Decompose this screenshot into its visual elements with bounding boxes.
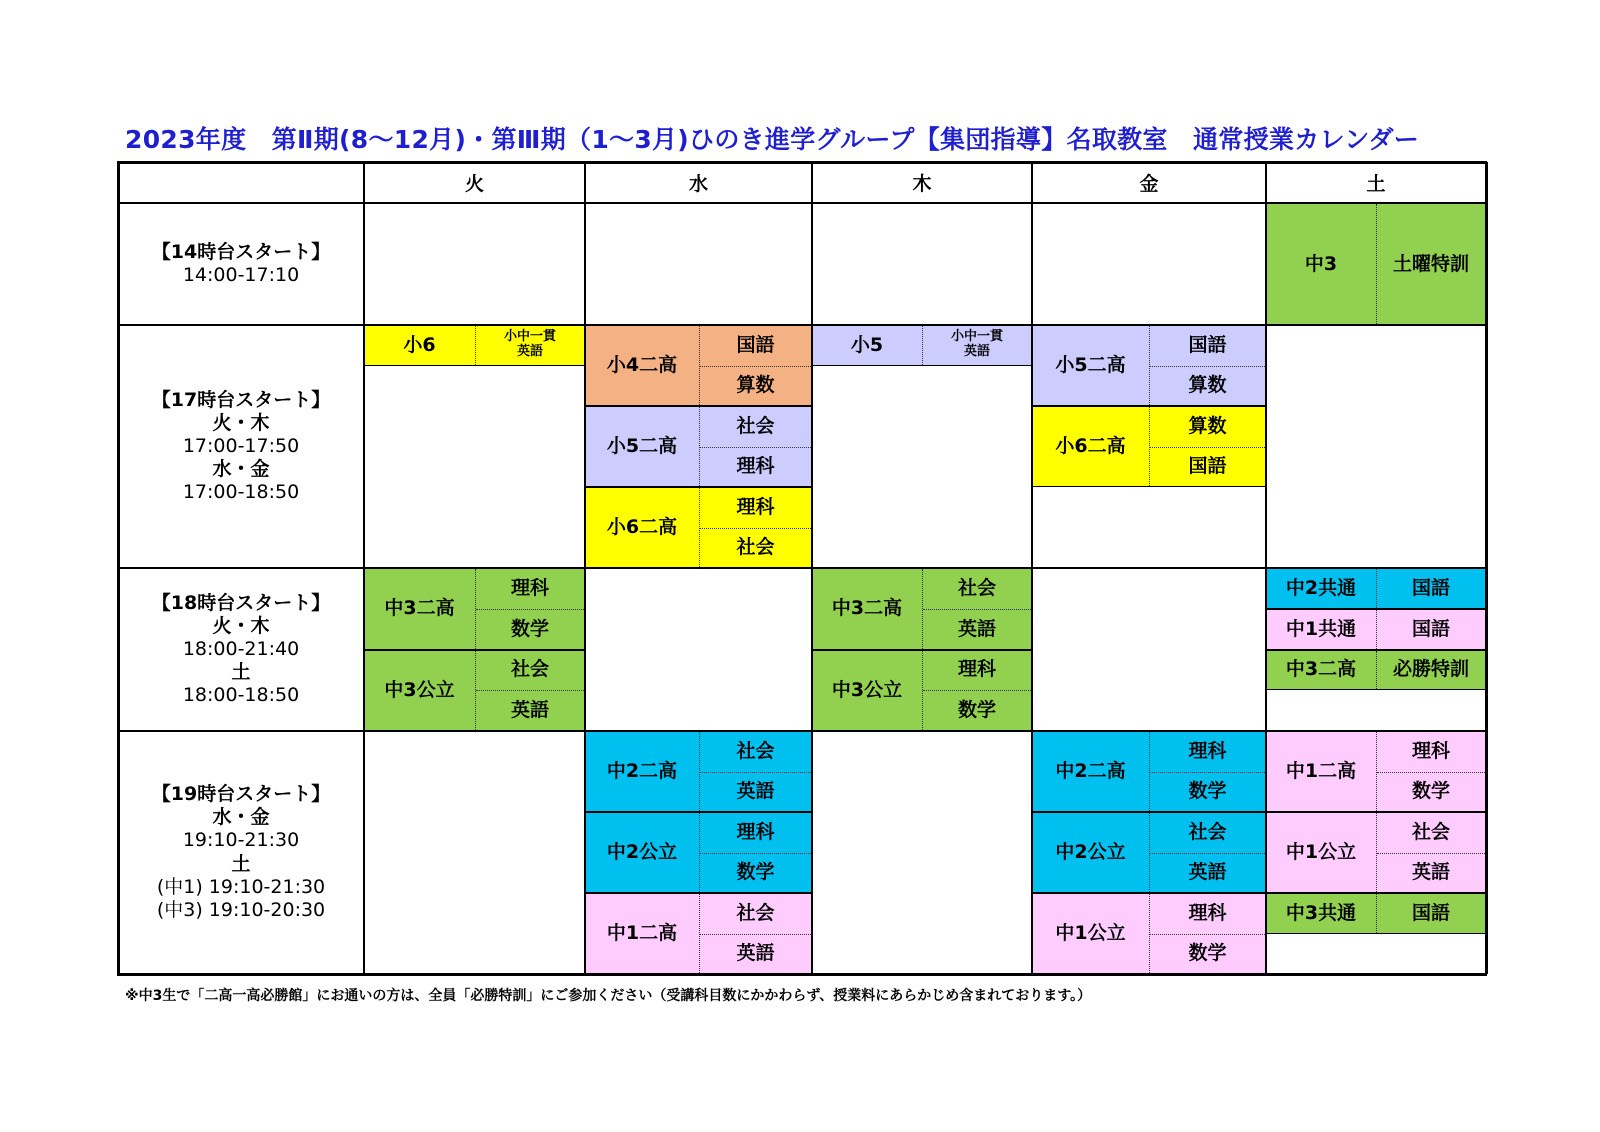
- class-grade: 中2二高: [1055, 760, 1126, 783]
- block-border: [1032, 486, 1266, 487]
- class-subject: 国語: [1411, 617, 1450, 640]
- block-divider: [1149, 326, 1150, 405]
- block-border: [364, 365, 585, 366]
- subject-divider: [923, 690, 1031, 691]
- class-subject: 英語: [510, 699, 549, 722]
- block-border: [585, 406, 812, 407]
- class-grade: 中1公立: [1055, 922, 1126, 945]
- block-border: [1266, 689, 1486, 690]
- class-subject: 理科: [736, 820, 775, 843]
- time-row-line: 土: [231, 661, 251, 684]
- day-header: 土: [1366, 173, 1386, 195]
- class-grade: 中3: [1304, 252, 1338, 275]
- time-row-header: [118, 203, 364, 325]
- block-border: [585, 812, 812, 813]
- class-subject: 必勝特訓: [1392, 658, 1469, 681]
- class-grade: 中2公立: [1055, 841, 1126, 864]
- block-border: [812, 365, 1032, 366]
- time-row-line: 【18時台スタート】: [151, 591, 331, 614]
- class-subject: 国語: [1411, 576, 1450, 599]
- class-subject: 理科: [1188, 739, 1227, 762]
- subject-divider: [700, 853, 811, 854]
- block-divider: [699, 894, 700, 973]
- class-subject: 数学: [957, 699, 996, 722]
- block-border: [1266, 609, 1486, 610]
- subject-divider: [1150, 366, 1265, 367]
- block-divider: [1376, 569, 1377, 608]
- day-header: 木: [912, 173, 932, 195]
- class-subject: 社会: [736, 901, 775, 924]
- day-header: 火: [464, 173, 484, 195]
- subject-divider: [1150, 772, 1265, 773]
- class-grade: 中3二高: [384, 597, 455, 620]
- class-grade: 小5二高: [606, 435, 678, 458]
- block-divider: [922, 651, 923, 731]
- time-row-line: 14:00-17:10: [182, 264, 300, 286]
- class-grade: 中3共通: [1285, 901, 1357, 924]
- class-subject: 算数: [1188, 374, 1227, 397]
- class-grade: 中3二高: [831, 597, 903, 620]
- block-border: [1266, 812, 1486, 813]
- class-grade: 小5: [850, 333, 884, 356]
- class-grade: 中2共通: [1285, 576, 1357, 599]
- subject-divider: [1150, 447, 1265, 448]
- time-row-line: 18:00-21:40: [182, 637, 300, 660]
- time-row-line: (中3) 19:10-20:30: [156, 898, 326, 921]
- table-hline: [117, 973, 1487, 976]
- class-grade: 小4二高: [606, 354, 678, 377]
- day-header: 水: [688, 173, 708, 195]
- subject-divider: [1377, 853, 1485, 854]
- block-divider: [1376, 813, 1377, 892]
- block-divider: [1376, 204, 1377, 324]
- table-hline: [117, 567, 1487, 569]
- block-border: [1032, 812, 1266, 813]
- block-divider: [922, 569, 923, 649]
- block-divider: [1376, 894, 1377, 933]
- class-grade: 中1公立: [1285, 841, 1357, 864]
- block-divider: [699, 488, 700, 567]
- class-subject: 理科: [736, 495, 775, 518]
- time-row-line: 火・木: [212, 614, 270, 637]
- block-border: [1032, 893, 1266, 894]
- page-title: 2023年度 第Ⅱ期(8～12月)・第Ⅲ期（1～3月)ひのき進学グループ【集団指導】名取教室 通常授業カレンダー: [125, 125, 1420, 154]
- class-grade: 小6二高: [1055, 435, 1126, 458]
- day-header: 金: [1139, 173, 1159, 195]
- subject-divider: [700, 772, 811, 773]
- class-subject: 国語: [1188, 333, 1227, 356]
- block-divider: [475, 569, 476, 649]
- class-subject: 社会: [736, 414, 775, 437]
- subject-divider: [700, 366, 811, 367]
- subject-divider: [1377, 772, 1485, 773]
- class-subject: 社会: [510, 658, 549, 681]
- class-subject: 国語: [1411, 901, 1450, 924]
- footnote: ※中3生で「二高一高必勝館」にお通いの方は、全員「必勝特訓」にご参加ください（受講科目数にかかわらず、授業料にあらかじめ含まれております。）: [125, 988, 1092, 1004]
- block-divider: [1376, 651, 1377, 690]
- subject-divider: [700, 447, 811, 448]
- time-row-line: 水・金: [212, 458, 270, 481]
- block-divider: [1149, 894, 1150, 973]
- time-row-line: 18:00-18:50: [182, 684, 300, 707]
- class-grade: 中3公立: [384, 678, 455, 701]
- block-divider: [1376, 610, 1377, 649]
- time-row-header: [118, 325, 364, 568]
- class-subject: 英語: [957, 617, 996, 640]
- class-grade: 中1二高: [606, 922, 678, 945]
- block-border: [364, 650, 585, 651]
- class-subject: 小中一貫 英語: [950, 329, 1003, 360]
- time-row-line: 19:10-21:30: [182, 829, 300, 852]
- class-grade: 小6二高: [606, 516, 678, 539]
- block-border: [585, 893, 812, 894]
- block-border: [1032, 406, 1266, 407]
- subject-divider: [700, 934, 811, 935]
- class-subject: 土曜特訓: [1392, 252, 1469, 275]
- block-divider: [475, 326, 476, 365]
- table-hline: [117, 730, 1487, 732]
- time-row-line: 【14時台スタート】: [151, 240, 331, 263]
- subject-divider: [476, 690, 584, 691]
- time-row-line: 水・金: [212, 806, 270, 829]
- class-subject: 数学: [1188, 942, 1227, 965]
- class-subject: 社会: [736, 536, 775, 559]
- time-row-header: [118, 568, 364, 731]
- class-subject: 小中一貫 英語: [503, 329, 556, 360]
- class-subject: 国語: [1188, 455, 1227, 478]
- class-subject: 数学: [736, 861, 775, 884]
- time-row-line: (中1) 19:10-21:30: [156, 875, 326, 898]
- class-subject: 数学: [1411, 780, 1450, 803]
- block-divider: [1149, 407, 1150, 486]
- block-border: [812, 650, 1032, 651]
- class-subject: 社会: [1411, 820, 1450, 843]
- time-row-line: 土: [231, 852, 251, 875]
- block-divider: [699, 732, 700, 811]
- subject-divider: [700, 528, 811, 529]
- class-subject: 英語: [736, 942, 775, 965]
- class-subject: 英語: [736, 780, 775, 803]
- subject-divider: [476, 609, 584, 610]
- table-hline: [117, 202, 1487, 204]
- class-subject: 理科: [1188, 901, 1227, 924]
- class-subject: 理科: [510, 576, 549, 599]
- class-subject: 数学: [510, 617, 549, 640]
- class-grade: 中1二高: [1285, 760, 1357, 783]
- subject-divider: [923, 609, 1031, 610]
- class-grade: 中3公立: [831, 678, 903, 701]
- class-subject: 数学: [1188, 780, 1227, 803]
- class-grade: 中2公立: [606, 841, 678, 864]
- block-divider: [699, 407, 700, 486]
- block-divider: [1149, 813, 1150, 892]
- subject-divider: [1150, 853, 1265, 854]
- class-grade: 小6: [403, 333, 436, 356]
- block-border: [585, 487, 812, 488]
- block-border: [1266, 650, 1486, 651]
- class-subject: 算数: [1188, 414, 1227, 437]
- block-divider: [922, 326, 923, 365]
- block-divider: [1376, 732, 1377, 811]
- class-subject: 理科: [1411, 739, 1450, 762]
- class-subject: 社会: [957, 576, 996, 599]
- subject-divider: [1150, 934, 1265, 935]
- block-divider: [1149, 732, 1150, 811]
- block-divider: [699, 326, 700, 405]
- class-subject: 国語: [736, 333, 775, 356]
- time-row-header: [118, 731, 364, 974]
- block-border: [1266, 933, 1486, 934]
- time-row-line: 火・木: [212, 411, 270, 434]
- block-divider: [699, 813, 700, 892]
- block-border: [1266, 893, 1486, 894]
- table-hline: [117, 324, 1487, 326]
- class-subject: 英語: [1188, 861, 1227, 884]
- block-divider: [475, 651, 476, 731]
- table-hline: [117, 161, 1487, 164]
- class-subject: 理科: [736, 455, 775, 478]
- class-subject: 理科: [957, 658, 996, 681]
- time-row-line: 17:00-17:50: [182, 434, 300, 457]
- class-grade: 中2二高: [606, 760, 678, 783]
- class-grade: 小5二高: [1055, 354, 1126, 377]
- class-grade: 中3二高: [1285, 658, 1357, 681]
- class-subject: 社会: [1188, 820, 1227, 843]
- class-grade: 中1共通: [1285, 617, 1357, 640]
- time-row-line: 17:00-18:50: [182, 481, 300, 504]
- time-row-line: 【19時台スタート】: [151, 782, 331, 805]
- class-subject: 社会: [736, 739, 775, 762]
- class-subject: 英語: [1411, 861, 1450, 884]
- time-row-line: 【17時台スタート】: [151, 388, 331, 411]
- class-subject: 算数: [736, 374, 775, 397]
